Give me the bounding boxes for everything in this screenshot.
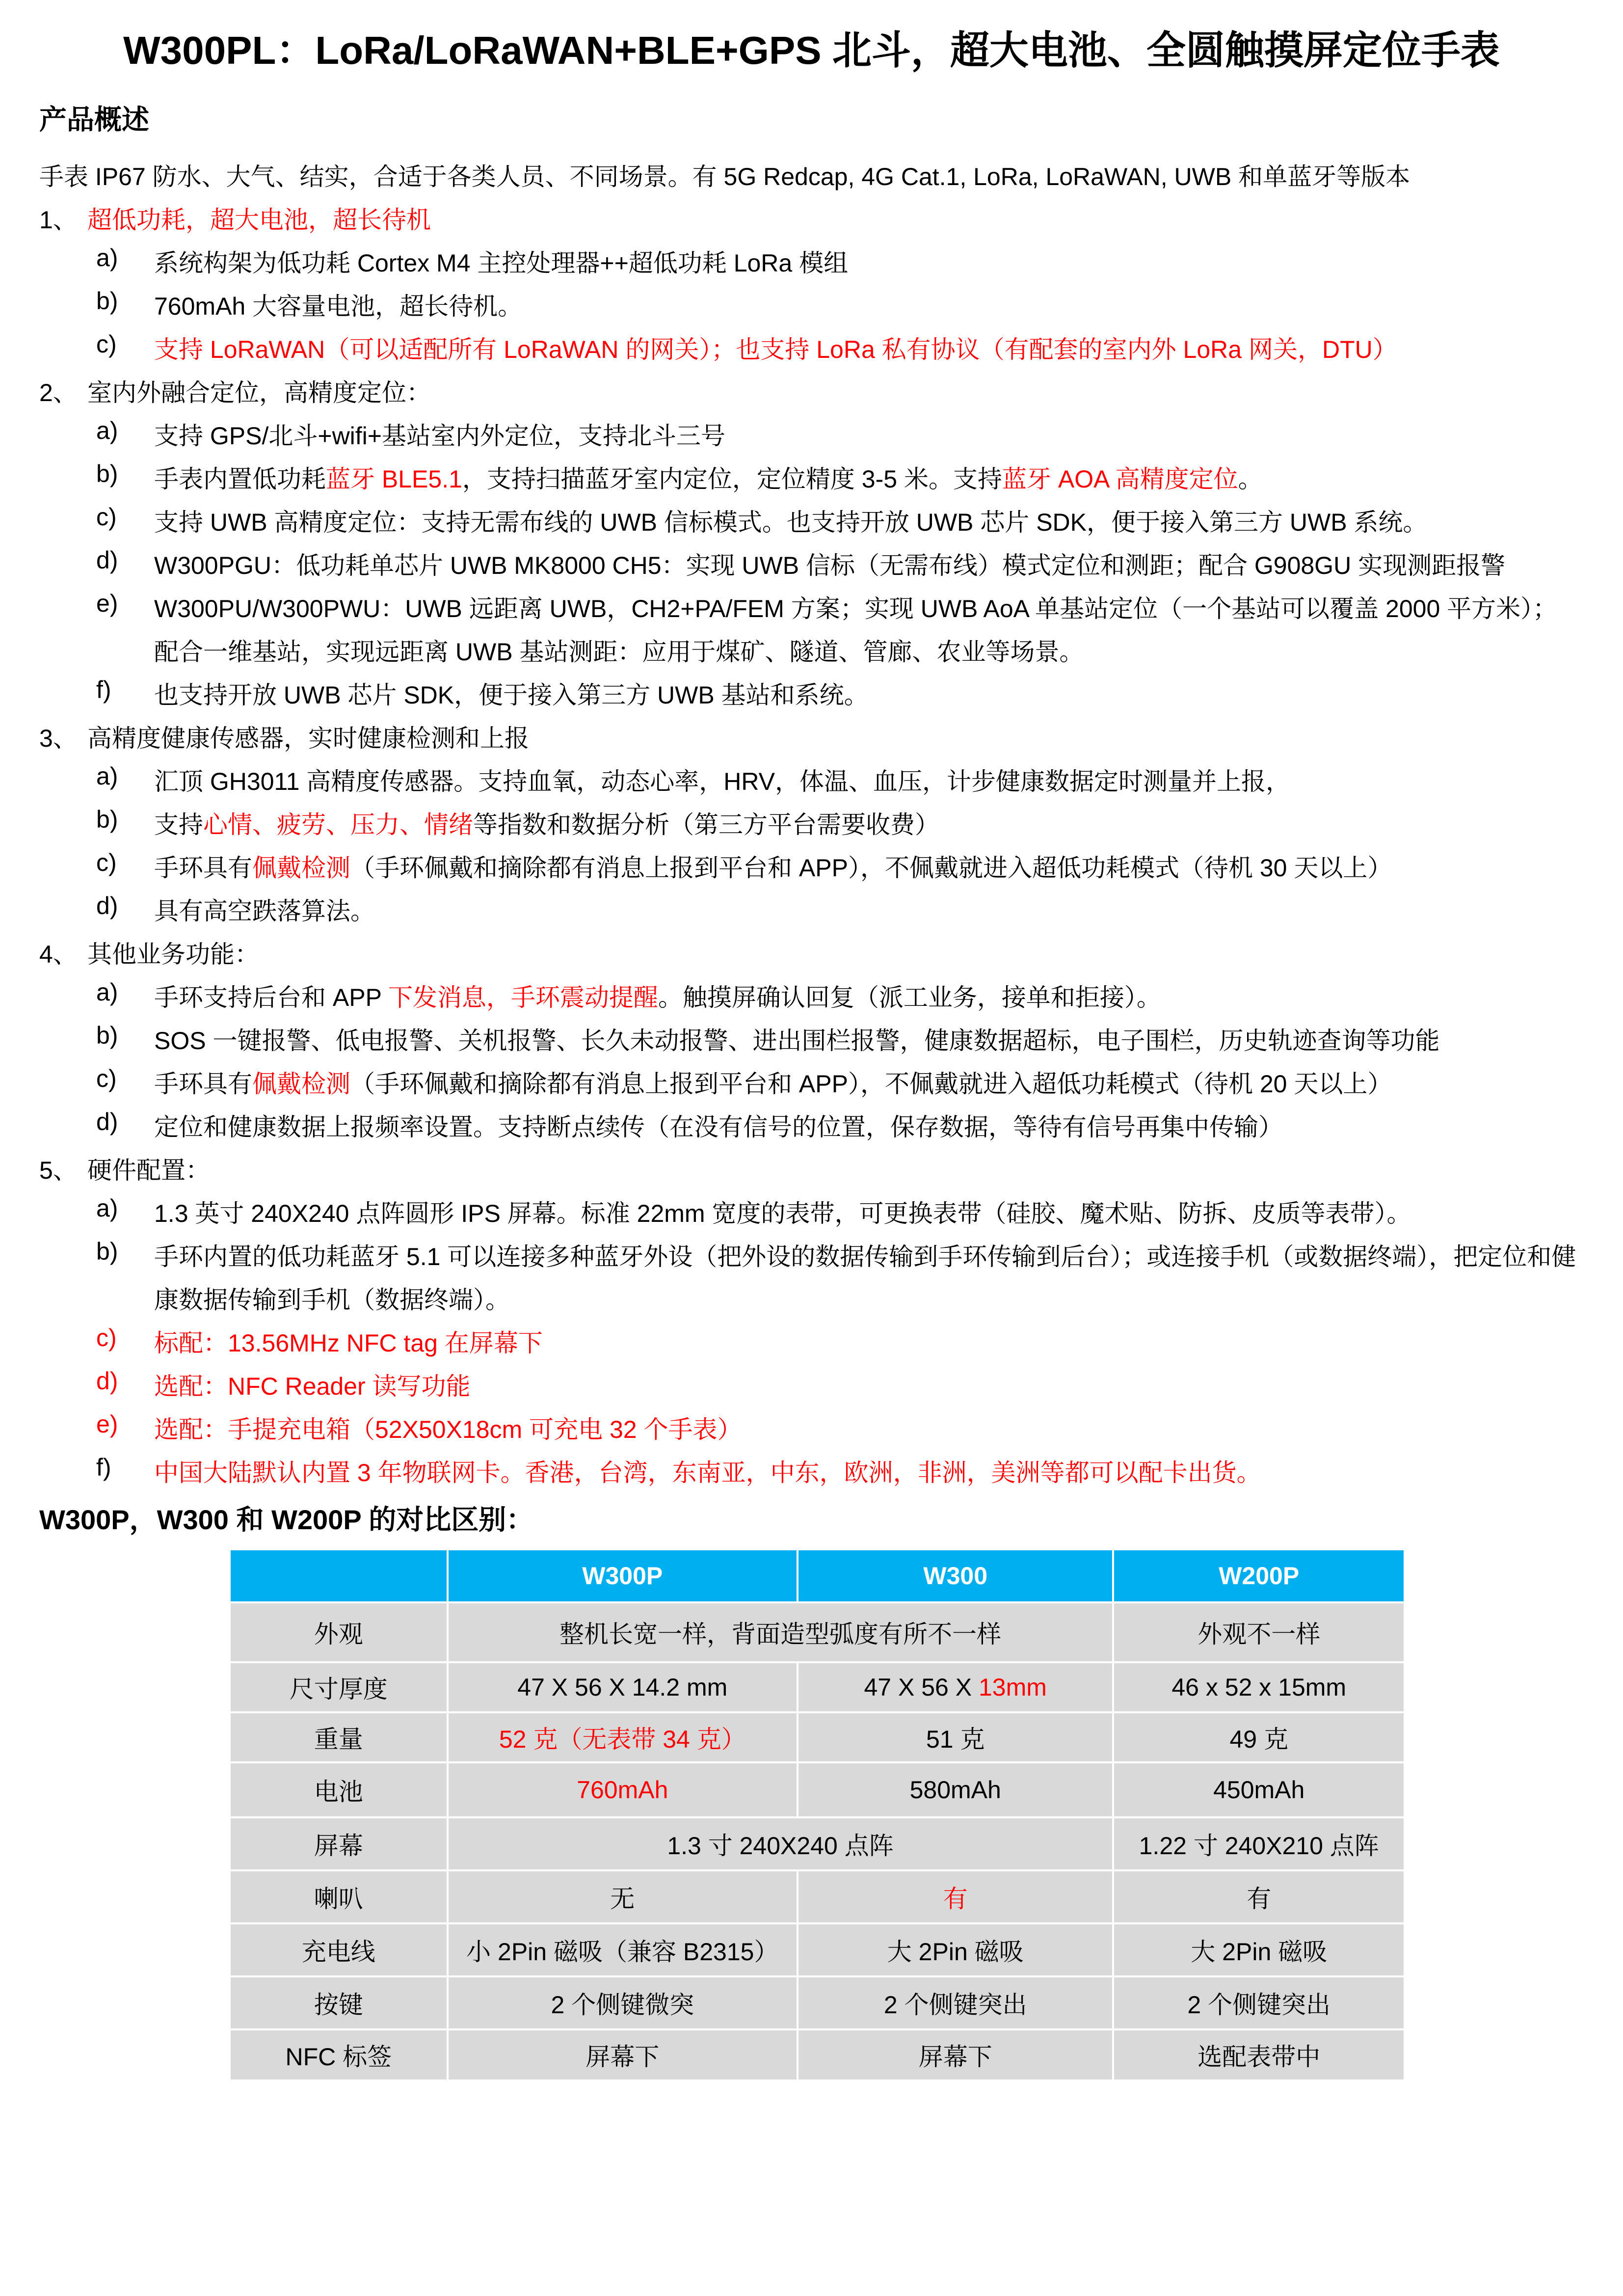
item-2e-letter: e): [96, 590, 118, 617]
item-2b-highlight-aoa: 蓝牙 AOA 高精度定位: [1002, 465, 1238, 493]
item-5e-text: 选配：手提充电箱（52X50X18cm 可充电 32 个手表）: [154, 1416, 742, 1443]
item-2b-text: [154, 459, 1263, 495]
item-3b-letter: b): [96, 806, 118, 833]
item-5a-letter: a): [96, 1194, 118, 1222]
item-3c-letter: c): [96, 849, 117, 876]
item-2c-letter: c): [96, 503, 117, 531]
section-3-number: 3、: [39, 725, 78, 752]
item-3c-highlight: 佩戴检测: [252, 854, 350, 882]
table-row-size: [231, 1663, 1404, 1711]
item-2d-text: W300PGU：低功耗单芯片 UWB MK8000 CH5：实现 UWB 信标（无需布线）模式定位和测距；配合 G908GU 实现测距报警: [154, 552, 1506, 579]
item-5b-text: 手环内置的低功耗蓝牙 5.1 可以连接多种蓝牙外设（把外设的数据传输到手环传输到后台）；或连接手机（或数据终端），把定位和健: [154, 1243, 1576, 1270]
cell-screen-w200p: 1.22 寸 240X210 点阵: [1114, 1818, 1404, 1869]
row-label-buttons: 按键: [231, 1977, 447, 2028]
item-4d-text: 定位和健康数据上报频率设置。支持断点续传（在没有信号的位置，保存数据，等待有信号再集中传输）: [154, 1113, 1283, 1141]
item-4b-letter: b): [96, 1022, 118, 1049]
cell-cable-w300: 大 2Pin 磁吸: [798, 1924, 1112, 1975]
cell-buttons-w300p: 2 个侧键微突: [449, 1977, 797, 2028]
cell-nfc-w200p: 选配表带中: [1114, 2030, 1404, 2080]
cell-weight-w300p: 52 克（无表带 34 克）: [449, 1713, 797, 1761]
document-title: W300PL：LoRa/LoRaWAN+BLE+GPS 北斗，超大电池、全圆触摸屏定位手表: [123, 28, 1500, 72]
row-label-battery: 电池: [231, 1763, 447, 1816]
overview-intro: 手表 IP67 防水、大气、结实，合适于各类人员、不同场景。有 5G Redcap, 4G Cat.1, LoRa, LoRaWAN, UWB 和单蓝牙等版本: [39, 163, 1410, 190]
item-4a-text: [154, 978, 1161, 1013]
item-5c-text: 标配：13.56MHz NFC tag 在屏幕下: [154, 1329, 543, 1357]
cell-nfc-w300: 屏幕下: [798, 2030, 1112, 2080]
table-row-buttons: [231, 1977, 1404, 2028]
item-3c-part2: （手环佩戴和摘除都有消息上报到平台和 APP），不佩戴就进入超低功耗模式（待机 30 天以上）: [350, 854, 1392, 882]
cell-nfc-w300p: 屏幕下: [449, 2030, 797, 2080]
table-row-weight: [231, 1713, 1404, 1761]
header-cell-empty: [231, 1550, 447, 1601]
item-4c-text: [154, 1064, 1392, 1100]
item-1a-letter: a): [96, 244, 118, 271]
table-row-appearance: [231, 1603, 1404, 1661]
cell-size-w300-highlight: 13mm: [979, 1674, 1047, 1701]
cell-speaker-w300: 有: [798, 1871, 1112, 1922]
section-2-title: 室内外融合定位，高精度定位：: [87, 379, 431, 406]
row-label-size: 尺寸厚度: [231, 1663, 447, 1711]
item-3c-text: [154, 848, 1392, 884]
item-3a-text: 汇顶 GH3011 高精度传感器。支持血氧，动态心率，HRV，体温、血压，计步健康数据定时测量并上报，: [154, 768, 1290, 795]
item-4c-part2: （手环佩戴和摘除都有消息上报到平台和 APP），不佩戴就进入超低功耗模式（待机 20 天以上）: [350, 1070, 1392, 1098]
item-2a-letter: a): [96, 417, 118, 444]
item-5f-letter: f): [96, 1454, 111, 1481]
cell-buttons-w200p: 2 个侧键突出: [1114, 1977, 1404, 2028]
comparison-heading: W300P，W300 和 W200P 的对比区别：: [39, 1504, 534, 1535]
item-2c-text: 支持 UWB 高精度定位：支持无需布线的 UWB 信标模式。也支持开放 UWB 芯片 SDK，便于接入第三方 UWB 系统。: [154, 509, 1428, 536]
item-4a-highlight: 下发消息，手环震动提醒: [388, 984, 658, 1011]
table-header-row: [231, 1550, 1404, 1601]
row-label-screen: 屏幕: [231, 1818, 447, 1869]
item-5b-text-continued: 康数据传输到手机（数据终端）。: [154, 1286, 510, 1314]
item-4d-letter: d): [96, 1108, 118, 1135]
item-3d-letter: d): [96, 892, 118, 919]
row-label-nfc: NFC 标签: [231, 2030, 447, 2080]
overview-heading: 产品概述: [39, 104, 149, 135]
table-row-battery: [231, 1763, 1404, 1816]
item-5e-letter: e): [96, 1410, 118, 1438]
item-2b-part2: ，支持扫描蓝牙室内定位，定位精度 3-5 米。支持: [462, 465, 1002, 493]
section-4-number: 4、: [39, 941, 78, 968]
item-1b-letter: b): [96, 287, 118, 315]
item-1b-text: 760mAh 大容量电池，超长待机。: [154, 293, 523, 320]
cell-size-w300-prefix: 47 X 56 X: [864, 1674, 979, 1701]
item-3b-part2: 等指数和数据分析（第三方平台需要收费）: [473, 811, 939, 838]
comparison-table: [229, 1548, 1406, 2081]
cell-appearance-w200p: 外观不一样: [1114, 1603, 1404, 1661]
section-3-title: 高精度健康传感器，实时健康检测和上报: [87, 725, 529, 752]
cell-weight-w300: 51 克: [798, 1713, 1112, 1761]
row-label-speaker: 喇叭: [231, 1871, 447, 1922]
table-row-speaker: [231, 1871, 1404, 1922]
header-cell-w200p: W200P: [1114, 1550, 1404, 1601]
item-2e-text-continued: 配合一维基站，实现远距离 UWB 基站测距：应用于煤矿、隧道、管廊、农业等场景。: [154, 638, 1084, 666]
item-4c-part1: 手环具有: [154, 1070, 252, 1098]
table-row-nfc: [231, 2030, 1404, 2080]
item-2f-text: 也支持开放 UWB 芯片 SDK，便于接入第三方 UWB 基站和系统。: [154, 681, 869, 709]
cell-size-w300: [798, 1663, 1112, 1711]
item-4a-part1: 手环支持后台和 APP: [154, 984, 388, 1011]
cell-cable-w300p: 小 2Pin 磁吸（兼容 B2315）: [449, 1924, 797, 1975]
item-3d-text: 具有高空跌落算法。: [154, 897, 375, 925]
row-label-cable: 充电线: [231, 1924, 447, 1975]
cell-size-w300p: 47 X 56 X 14.2 mm: [449, 1663, 797, 1711]
section-2-number: 2、: [39, 379, 78, 406]
item-5b-letter: b): [96, 1238, 118, 1265]
item-2a-text: 支持 GPS/北斗+wifi+基站室内外定位，支持北斗三号: [154, 422, 725, 450]
item-2b-part3: 。: [1238, 465, 1263, 493]
item-3b-text: [154, 805, 939, 840]
item-5f-text: 中国大陆默认内置 3 年物联网卡。香港，台湾，东南亚，中东，欧洲，非洲，美洲等都可以配卡出货。: [154, 1459, 1261, 1486]
cell-battery-w200p: 450mAh: [1114, 1763, 1404, 1816]
item-1c-letter: c): [96, 330, 117, 358]
item-3a-letter: a): [96, 762, 118, 790]
item-5a-text: 1.3 英寸 240X240 点阵圆形 IPS 屏幕。标准 22mm 宽度的表带，可更换表带（硅胶、魔术贴、防拆、皮质等表带）。: [154, 1200, 1411, 1227]
item-2e-text: W300PU/W300PWU：UWB 远距离 UWB，CH2+PA/FEM 方案；实现 UWB AoA 单基站定位（一个基站可以覆盖 2000 平方米）；: [154, 595, 1558, 622]
section-5-title: 硬件配置：: [87, 1157, 210, 1184]
cell-screen-w300p-w300: 1.3 寸 240X240 点阵: [449, 1818, 1113, 1869]
item-3c-part1: 手环具有: [154, 854, 252, 882]
cell-appearance-w300p-w300: 整机长宽一样，背面造型弧度有所不一样: [449, 1603, 1113, 1661]
item-2b-part1: 手表内置低功耗: [154, 465, 326, 493]
table-row-cable: [231, 1924, 1404, 1975]
item-2f-letter: f): [96, 676, 111, 703]
cell-speaker-w300p: 无: [449, 1871, 797, 1922]
item-5d-letter: d): [96, 1367, 118, 1395]
item-1a-text: 系统构架为低功耗 Cortex M4 主控处理器++超低功耗 LoRa 模组: [154, 249, 849, 277]
section-4-title: 其他业务功能：: [87, 941, 259, 968]
item-4c-highlight: 佩戴检测: [252, 1070, 350, 1098]
section-5-number: 5、: [39, 1157, 78, 1184]
item-1c-text: 支持 LoRaWAN（可以适配所有 LoRaWAN 的网关）；也支持 LoRa 私有协议（有配套的室内外 LoRa 网关，DTU）: [154, 336, 1397, 363]
row-label-appearance: 外观: [231, 1603, 447, 1661]
table-row-screen: [231, 1818, 1404, 1869]
item-5c-letter: c): [96, 1324, 117, 1351]
cell-speaker-w200p: 有: [1114, 1871, 1404, 1922]
item-4c-letter: c): [96, 1065, 117, 1092]
item-2d-letter: d): [96, 546, 118, 574]
cell-buttons-w300: 2 个侧键突出: [798, 1977, 1112, 2028]
item-2b-highlight-ble: 蓝牙 BLE5.1: [326, 465, 462, 493]
item-4a-part2: 。触摸屏确认回复（派工业务，接单和拒接）。: [658, 984, 1161, 1011]
section-1-title: 超低功耗，超大电池，超长待机: [87, 206, 431, 234]
header-cell-w300: W300: [798, 1550, 1112, 1601]
item-3b-highlight: 心情、疲劳、压力、情绪: [203, 811, 473, 838]
section-1-number: 1、: [39, 206, 78, 234]
cell-cable-w200p: 大 2Pin 磁吸: [1114, 1924, 1404, 1975]
header-cell-w300p: W300P: [449, 1550, 797, 1601]
item-2b-letter: b): [96, 460, 118, 487]
row-label-weight: 重量: [231, 1713, 447, 1761]
item-3b-part1: 支持: [154, 811, 203, 838]
item-5d-text: 选配：NFC Reader 读写功能: [154, 1373, 471, 1400]
cell-size-w200p: 46 x 52 x 15mm: [1114, 1663, 1404, 1711]
cell-battery-w300p: 760mAh: [449, 1763, 797, 1816]
item-4a-letter: a): [96, 978, 118, 1006]
cell-battery-w300: 580mAh: [798, 1763, 1112, 1816]
cell-weight-w200p: 49 克: [1114, 1713, 1404, 1761]
item-4b-text: SOS 一键报警、低电报警、关机报警、长久未动报警、进出围栏报警，健康数据超标，电子围栏，历史轨迹查询等功能: [154, 1027, 1440, 1054]
